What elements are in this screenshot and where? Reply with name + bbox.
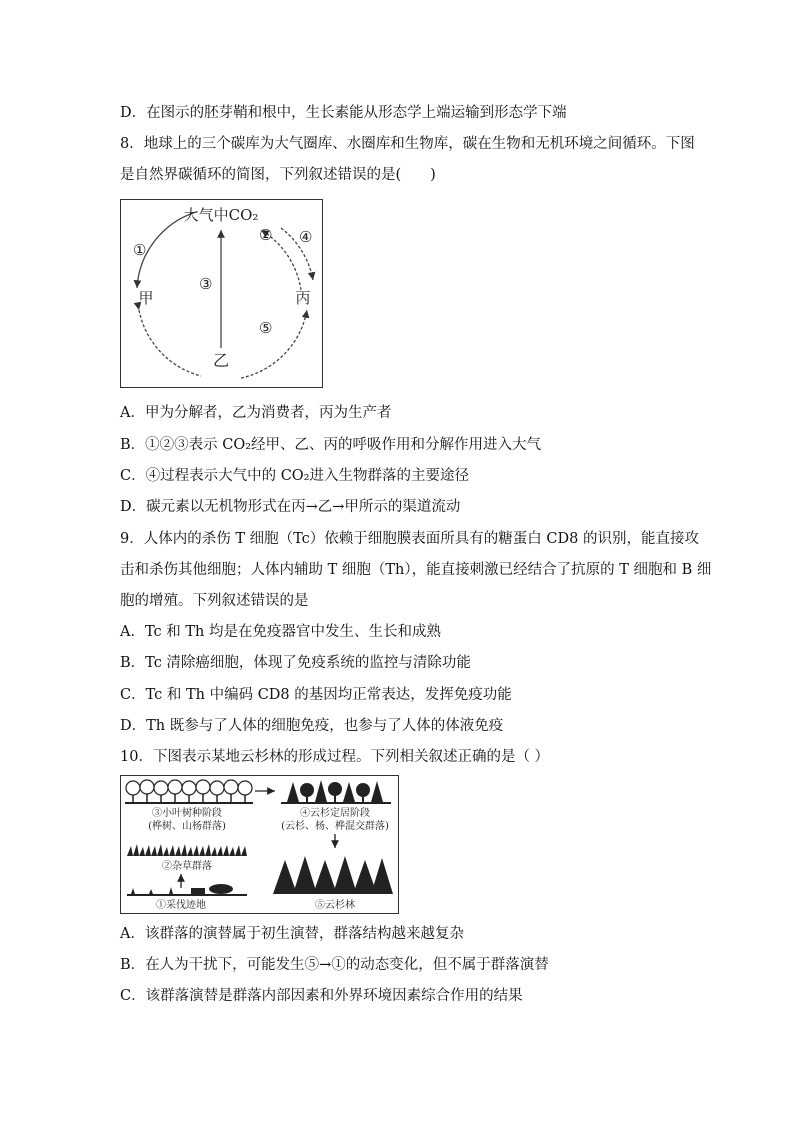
q8-stem-line2: 是自然界碳循环的简图，下列叙述错误的是( ) bbox=[120, 167, 436, 183]
weeds-icon bbox=[127, 844, 247, 856]
q9-option-a: A．Tc 和 Th 均是在免疫器官中发生、生长和成熟 bbox=[120, 624, 441, 640]
q10-option-b: B．在人为干扰下，可能发生⑤→①的动态变化，但不属于群落演替 bbox=[120, 957, 549, 973]
deciduous-trees-icon bbox=[125, 780, 253, 804]
label-stage4-sub: (云杉、杨、桦混交群落) bbox=[281, 821, 389, 832]
label-n4: ④ bbox=[299, 228, 313, 246]
label-jia: 甲 bbox=[138, 289, 154, 307]
label-yi: 乙 bbox=[212, 351, 230, 370]
label-n1: ① bbox=[133, 241, 147, 259]
q8-option-b: B．①②③表示 CO₂经甲、乙、丙的呼吸作用和分解作用进入大气 bbox=[120, 437, 542, 453]
q9-option-c: C．Tc 和 Th 中编码 CD8 的基因均正常表达，发挥免疫功能 bbox=[120, 687, 512, 703]
q10-option-c: C．该群落演替是群落内部因素和外界环境因素综合作用的结果 bbox=[120, 988, 523, 1004]
q9-stem-line3: 胞的增殖。下列叙述错误的是 bbox=[120, 593, 309, 609]
mixed-forest-icon bbox=[281, 780, 391, 804]
label-n5: ⑤ bbox=[259, 319, 273, 337]
label-atmosphere-co2: 大气中CO₂ bbox=[183, 206, 259, 224]
arrow-5-icon bbox=[241, 310, 307, 378]
q8-stem-line1: 8．地球上的三个碳库为大气圈库、水圈库和生物库，碳在生物和无机环境之间循环。下图 bbox=[120, 136, 695, 152]
q9-option-d: D．Th 既参与了人体的细胞免疫，也参与了人体的体液免疫 bbox=[120, 718, 504, 734]
label-stage2: ②杂草群落 bbox=[162, 861, 212, 872]
label-stage3: ③小叶树种阶段 bbox=[152, 808, 222, 819]
arrow-left-lower-icon bbox=[139, 310, 201, 376]
q9-stem-line2: 击和杀伤其他细胞；人体内辅助 T 细胞（Th），能直接刺激已经结合了抗原的 T 细胞和 B 细 bbox=[120, 562, 712, 578]
label-stage1: ①采伐迹地 bbox=[156, 900, 206, 911]
q8-option-a: A．甲为分解者，乙为消费者，丙为生产者 bbox=[120, 405, 392, 421]
carbon-cycle-figure bbox=[120, 199, 323, 388]
succession-figure bbox=[120, 775, 399, 914]
label-stage4: ④云杉定居阶段 bbox=[300, 808, 370, 819]
spruce-forest-icon bbox=[273, 856, 393, 894]
label-n3: ③ bbox=[199, 275, 213, 293]
q8-option-d: D．碳元素以无机物形式在丙→乙→甲所示的渠道流动 bbox=[120, 499, 461, 515]
label-stage5: ⑤云杉林 bbox=[315, 900, 355, 911]
q10-stem: 10．下图表示某地云杉林的形成过程。下列相关叙述正确的是（ ） bbox=[120, 749, 550, 765]
q7-option-d: D．在图示的胚芽鞘和根中，生长素能从形态学上端运输到形态学下端 bbox=[120, 105, 567, 121]
q9-option-b: B．Tc 清除癌细胞，体现了免疫系统的监控与清除功能 bbox=[120, 655, 471, 671]
q10-option-a: A．该群落的演替属于初生演替，群落结构越来越复杂 bbox=[120, 926, 464, 942]
clearing-icon bbox=[127, 884, 247, 896]
label-stage3-sub: (桦树、山杨群落) bbox=[148, 821, 226, 832]
q9-stem-line1: 9．人体内的杀伤 T 细胞（Tc）依赖于细胞膜表面所具有的糖蛋白 CD8 的识别，能直接攻 bbox=[120, 531, 699, 547]
label-bing: 丙 bbox=[295, 289, 311, 307]
q8-option-c: C．④过程表示大气中的 CO₂进入生物群落的主要途径 bbox=[120, 468, 469, 484]
label-n2: ② bbox=[259, 226, 273, 244]
